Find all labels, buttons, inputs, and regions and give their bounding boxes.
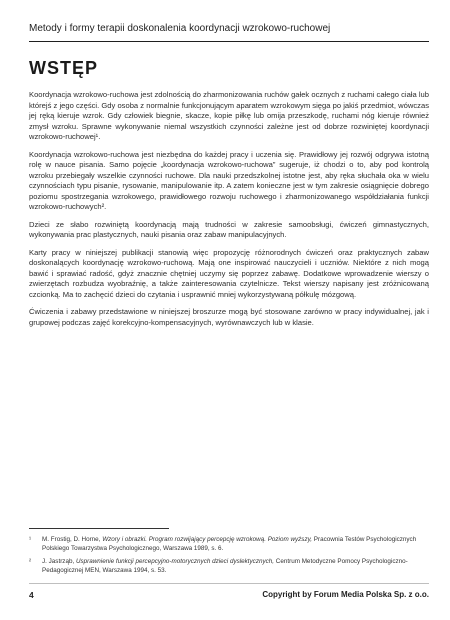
footnotes — [29, 535, 429, 579]
footnote-title: Usprawnienie funkcji percepcyjno-motorycznych dzieci dyslektycznych, — [75, 558, 275, 565]
header-divider — [29, 41, 429, 42]
paragraph: Koordynacja wzrokowo-ruchowa jest niezbędna do każdej pracy i uczenia się. Prawidłowy jej rozwój odgrywa istotną rolę w nauce pisania. Samo pojęcie „koordynacja wzrokowo-ruchowa” sugeruje, iż chodzi o to, aby pod kontrolą wzroku przebiegały wszelkie czynności ruchowe. Dla nauki przedszkolnej istotne jest, aby ręka słuchała oka w wielu czynnościach typu pisanie, rysowanie, manipulowanie itp. A zatem konieczne jest w tym zakresie osiągnięcie dobrego poziomu spostrzegania wzrokowego, prawidłowego rozwoju ruchowego i zharmonizowanego współdziałania funkcji wzrokowo-ruchowych². — [29, 149, 429, 211]
page-number: 4 — [29, 590, 34, 600]
footnote — [29, 535, 429, 553]
footnote-text — [42, 535, 429, 553]
paragraph: Dzieci ze słabo rozwiniętą koordynacją mają trudności w zakresie samoobsługi, ćwiczeń gimnastycznych, wykonywania prac plastycznych, nauki pisania oraz zabaw manipulacyjnych. — [29, 219, 429, 239]
paragraph: Koordynacja wzrokowo-ruchowa jest zdolnością do zharmonizowania ruchów gałek ocznych z ruchami całego ciała lub którejś z jego części. Gdy osoba z normalnie funkcjonującym aparatem wzrokowym sięga po jakiś przedmiot, wówczas jej ręką kieruje wzrok. Gdy człowiek biegnie, skacze, kopie piłkę lub omija przeszkodę, ruchami nóg kieruje również zmysł wzroku. Sprawne wykonywanie niemal wszystkich czynności zależne jest od dobrze rozwiniętej koordynacji wzrokowo-ruchowej¹. — [29, 90, 429, 141]
body-text — [29, 90, 429, 335]
footnote-number: ² — [29, 558, 32, 565]
footnote-authors: M. Frostig, D. Horne, — [42, 536, 101, 543]
footnote-title: Wzory i obrazki. Program rozwijający percepcję wzrokową. Poziom wyższy, — [102, 536, 313, 543]
footer-divider — [29, 583, 429, 584]
running-header: Metody i formy terapii doskonalenia koordynacji wzrokowo-ruchowej — [29, 23, 331, 34]
section-title: WSTĘP — [29, 58, 99, 78]
footnote-publisher: Centrum Metodyczne Pomocy Psychologiczno-Pedagogicznej MEN, Warszawa 1994, s. 53. — [42, 558, 408, 574]
footnote-divider — [29, 528, 169, 529]
paragraph: Ćwiczenia i zabawy przedstawione w niniejszej broszurze mogą być stosowane zarówno w pracy indywidualnej, jak i grupowej podczas zajęć korekcyjno-kompensacyjnych, wyrównawczych lub w klasie. — [29, 307, 429, 327]
footnote-number: ¹ — [29, 536, 32, 543]
footnote-authors: J. Jastrząb, — [42, 558, 75, 565]
copyright-notice: Copyright by Forum Media Polska Sp. z o.o. — [262, 590, 429, 599]
footnote-text — [42, 557, 429, 575]
footnote-publisher: Pracownia Testów Psychologicznych Polskiego Towarzystwa Psychologicznego, Warszawa 1989, s. 6. — [42, 536, 417, 552]
paragraph: Karty pracy w niniejszej publikacji stanowią więc propozycję różnorodnych ćwiczeń oraz praktycznych zabaw doskonalących koordynację wzrokowo-ruchową. Mają one inspirować nauczycieli i uczniów. Niektóre z nich mogą bawić i sprawiać radość, gdyż znacznie chętniej uczymy się poprzez zabawę. Dodatkowe wprowadzenie wierszy o zwierzętach rozbudza wyobraźnię, a także zainteresowania czytelnicze. Tekst wierszy napisany jest zróżnicowaną czcionką. Ma to zachęcić dzieci do czytania i usprawnić mniej wykorzystywaną półkulę mózgową. — [29, 247, 429, 299]
footnote — [29, 557, 429, 575]
